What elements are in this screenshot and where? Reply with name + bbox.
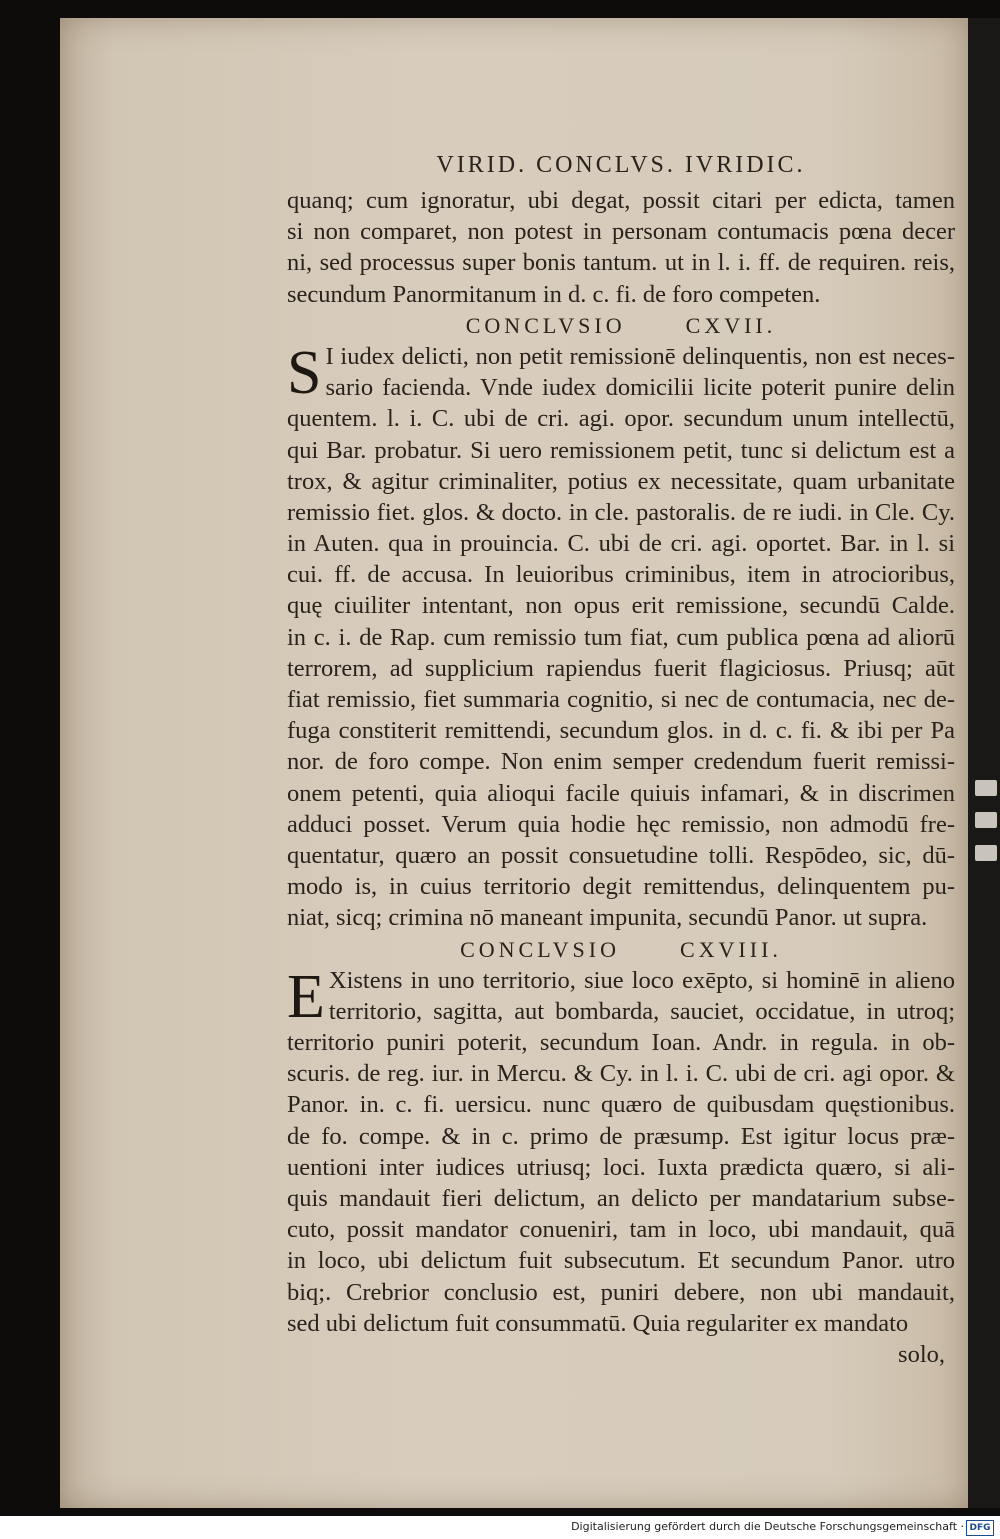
section-heading: [287, 934, 955, 965]
text-line: in Auten. qua in prouincia. C. ubi de cri. agi. oportet. Bar. in l. si: [287, 530, 955, 558]
text-line: remissio fiet. glos. & docto. in cle. pastoralis. de re iudi. in Cle. Cy.: [287, 498, 955, 526]
text-line: biq;. Crebrior conclusio est, puniri debere, non ubi mandauit,: [287, 1278, 955, 1306]
page-tab: [975, 845, 997, 861]
text-line: uentioni inter iudices utriusq; loci. Iuxta prædicta quæro, si ali-: [287, 1153, 955, 1181]
text-line: secundum Panormitanum in d. c. fi. de foro competen.: [287, 280, 821, 308]
text-line: quentem. l. i. C. ubi de cri. agi. opor. secundum unum intellectū,: [287, 405, 955, 433]
text-line: I iudex delicti, non petit remissionē delinquentis, non est neces-: [325, 342, 955, 370]
text-line: territorio, sagitta, aut bombarda, sauciet, occidatue, in utroq;: [328, 997, 955, 1025]
page-tab: [975, 812, 997, 828]
text-line: quis mandauit fieri delictum, an delicto per mandatarium subse-: [287, 1185, 955, 1212]
text-line: scuris. de reg. iur. in Mercu. & Cy. in l. i. C. ubi de cri. agi opor. &: [287, 1060, 955, 1088]
text-block: [287, 145, 955, 1370]
text-line: quanq; cum ignoratur, ubi degat, possit citari per edicta, tamen: [287, 187, 955, 214]
drop-cap: S: [287, 338, 322, 407]
text-line: si non comparet, non potest in personam contumacis pœna decer: [287, 218, 955, 246]
text-line: ni, sed processus super bonis tantum. ut in l. i. ff. de requiren. reis,: [287, 249, 955, 277]
text-line: fuga constiterit remittendi, secundum glos. in d. c. fi. & ibi per Pa: [287, 717, 955, 745]
section-heading: [287, 310, 955, 341]
text-line: quentatur, quæro an possit consuetudine tolli. Respōdeo, sic, dū-: [287, 841, 955, 869]
text-line: niat, sicq; crimina nō maneant impunita, secundū Panor. ut supra.: [287, 904, 928, 932]
heading-number: CXVIII.: [679, 936, 782, 962]
catchword: solo,: [898, 1340, 945, 1368]
heading-number: CXVII.: [685, 312, 777, 338]
text-line: cuto, possit mandator conueniri, tam in loco, ubi mandauit, quā: [287, 1216, 955, 1244]
page-tab: [975, 780, 997, 796]
text-line: nor. de foro compe. Non enim semper credendum fuerit remissi-: [287, 748, 955, 776]
text-line: onem petenti, quia alioqui facile quiuis infamari, & in discrimen: [287, 779, 955, 807]
text-line: Panor. in. c. fi. uersicu. nunc quæro de quibusdam quęstionibus.: [287, 1091, 955, 1119]
text-line: cui. ff. de accusa. In leuioribus criminibus, item in atrocioribus,: [287, 561, 955, 589]
text-line: trox, & agitur criminaliter, potius ex necessitate, quam urbanitate: [287, 467, 955, 495]
heading-word: CONCLVSIO: [460, 936, 620, 962]
text-line: sed ubi delictum fuit consummatū. Quia regulariter ex mandato: [287, 1309, 909, 1337]
text-line: modo is, in cuius territorio degit remittendus, delinquentem pu-: [287, 873, 955, 901]
dfg-logo: DFG: [966, 1520, 994, 1536]
text-line: Xistens in uno territorio, siue loco exēpto, si hominē in alieno: [328, 966, 955, 994]
text-line: sario facienda. Vnde iudex domicilii licite poterit punire delin: [325, 374, 955, 402]
text-line: de fo. compe. & in c. primo de præsump. Est igitur locus præ-: [287, 1122, 955, 1150]
text-line: fiat remissio, fiet summaria cognitio, si nec de contumacia, nec de-: [287, 686, 955, 713]
drop-cap: E: [287, 962, 325, 1031]
running-head: VIRID. CONCLVS. IVRIDIC.: [436, 152, 806, 178]
paragraph-continued: [287, 185, 955, 310]
text-line: in c. i. de Rap. cum remissio tum fiat, cum publica pœna ad aliorū: [287, 623, 955, 651]
text-line: adduci posset. Verum quia hodie hęc remissio, non admodū fre-: [287, 810, 955, 838]
paragraph: [287, 338, 955, 934]
text-line: quę ciuiliter intentant, non opus erit remissione, secundū Calde.: [287, 592, 955, 620]
scan-edge: [968, 18, 1000, 1508]
text-line: territorio puniri poterit, secundum Ioan. Andr. in regula. in ob-: [287, 1029, 955, 1057]
footer-credit: Digitalisierung gefördert durch die Deutsche Forschungsgemeinschaft ·: [571, 1520, 964, 1533]
text-line: in loco, ubi delictum fuit subsecutum. Et secundum Panor. utro: [287, 1247, 955, 1275]
paragraph: [287, 962, 955, 1339]
footer-bar: [0, 1516, 1000, 1539]
text-line: terrorem, ad supplicium rapiendus fuerit flagiciosus. Priusq; aūt: [287, 654, 955, 682]
heading-word: CONCLVSIO: [465, 312, 626, 338]
text-line: qui Bar. probatur. Si uero remissionem petit, tunc si delictum est a: [287, 436, 955, 464]
